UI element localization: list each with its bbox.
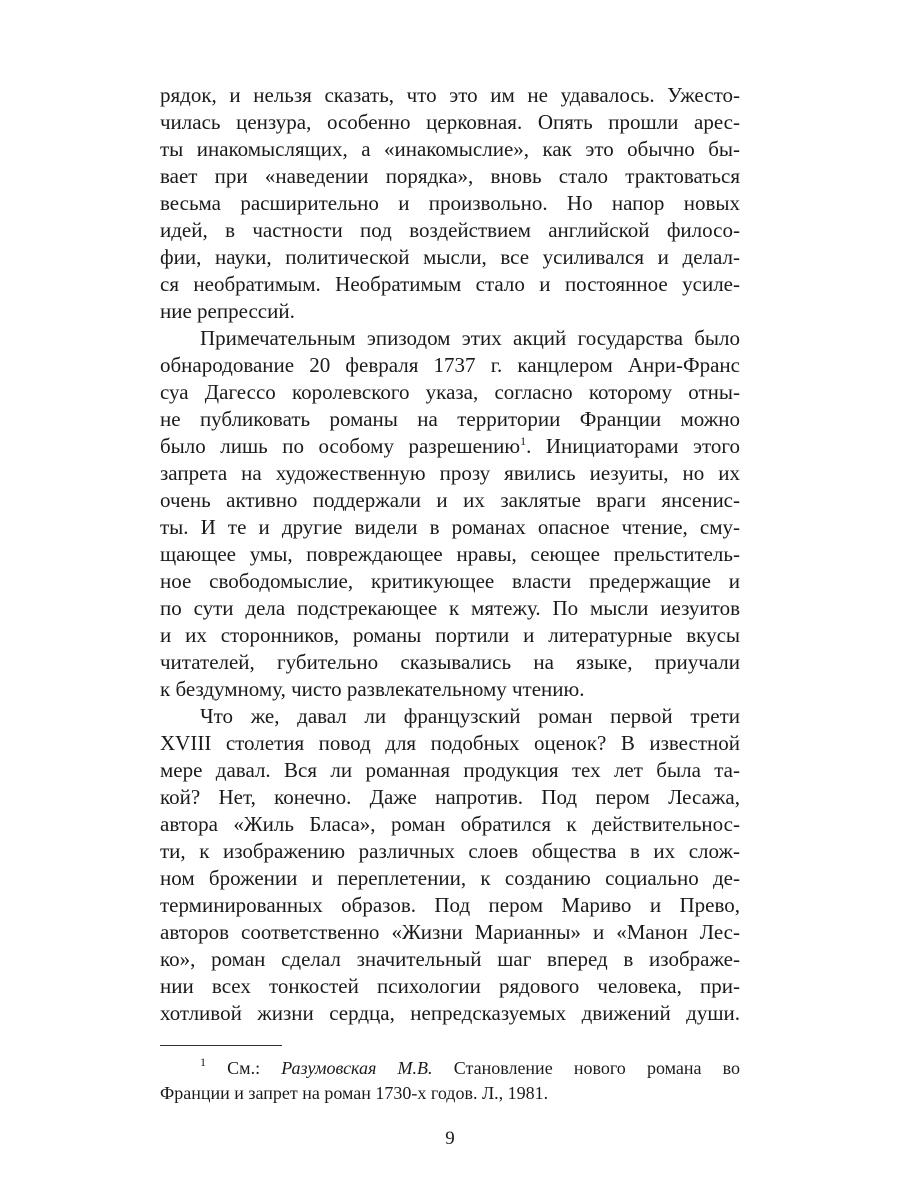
text-line: читателей, губительно сказывались на языке, приучали	[160, 650, 740, 674]
footnote-title: Становление нового романа во	[453, 1058, 741, 1078]
text-fragment: . Инициаторами этого	[526, 434, 740, 458]
footnote-line: Франции и запрет на роман 1730-х годов. Л., 1981.	[160, 1083, 549, 1103]
text-line: XVIII столетия повод для подобных оценок? В известной	[160, 731, 740, 755]
footnote-ref[interactable]: 1	[520, 434, 527, 448]
text-line: авторов соответственно «Жизни Марианны» и «Манон Лес-	[160, 920, 740, 944]
text-line: кой? Нет, конечно. Даже напротив. Под пером Лесажа,	[160, 785, 740, 809]
text-line: ты. И те и другие видели в романах опасное чтение, сму-	[160, 515, 740, 539]
text-line: хотливой жизни сердца, непредсказуемых движений души.	[160, 1001, 740, 1025]
text-line: ко», роман сделал значительный шаг вперед в изображе-	[160, 947, 740, 971]
text-line: суа Дагессо королевского указа, согласно которому отны-	[160, 380, 740, 404]
paragraph-start: Примечательным эпизодом этих акций государства было	[200, 326, 740, 350]
text-line-with-footnote	[160, 433, 740, 460]
body-text	[160, 82, 740, 1027]
footnote	[160, 1056, 740, 1106]
text-line: не публиковать романы на территории Франции можно	[160, 407, 740, 431]
text-line: чилась цензура, особенно церковная. Опять прошли арес-	[160, 110, 740, 134]
text-line: ся необратимым. Необратимым стало и постоянное усиле-	[160, 272, 740, 296]
text-line: мере давал. Вся ли романная продукция тех лет была та-	[160, 758, 740, 782]
text-line: нии всех тонкостей психологии рядового человека, при-	[160, 974, 740, 998]
text-line: автора «Жиль Бласа», роман обратился к действительнос-	[160, 812, 740, 836]
text-line: очень активно поддержали и их заклятые враги янсенис-	[160, 488, 740, 512]
page-number: 9	[445, 1128, 455, 1149]
text-line: обнародование 20 февраля 1737 г. канцлером Анри-Франс	[160, 353, 740, 377]
text-line: к бездумному, чисто развлекательному чтению.	[160, 677, 585, 701]
footnote-divider	[160, 1045, 282, 1046]
text-line: идей, в частности под воздействием английской филосо-	[160, 218, 740, 242]
text-line: ном брожении и переплетении, к созданию социально де-	[160, 866, 740, 890]
text-line: весьма расширительно и произвольно. Но напор новых	[160, 191, 740, 215]
footnote-author: Разумовская М.В.	[281, 1058, 433, 1078]
footnote-number: 1	[200, 1055, 206, 1069]
text-fragment: было лишь по особому разрешению	[160, 434, 521, 458]
text-line: фии, науки, политической мысли, все усиливался и делал-	[160, 245, 740, 269]
text-line: и их сторонников, романы портили и литературные вкусы	[160, 623, 740, 647]
text-line: терминированных образов. Под пером Мариво и Прево,	[160, 893, 740, 917]
footnote-prefix: См.:	[227, 1058, 261, 1078]
text-line: щающее умы, повреждающее нравы, сеющее прельститель-	[160, 542, 740, 566]
text-line: ти, к изображению различных слоев общества в их слож-	[160, 839, 740, 863]
text-line: ное свободомыслие, критикующее власти предержащие и	[160, 569, 740, 593]
text-line: ние репрессий.	[160, 299, 295, 323]
text-line: ты инакомыслящих, а «инакомыслие», как это обычно бы-	[160, 137, 740, 161]
text-line: вает при «наведении порядка», вновь стало трактоваться	[160, 164, 740, 188]
paragraph-start: Что же, давал ли французский роман первой трети	[200, 704, 740, 728]
text-line: запрета на художественную прозу явились иезуиты, но их	[160, 461, 740, 485]
text-line: по сути дела подстрекающее к мятежу. По мысли иезуитов	[160, 596, 740, 620]
footnote-line	[160, 1056, 740, 1081]
text-line: рядок, и нельзя сказать, что это им не удавалось. Ужесто-	[160, 83, 740, 107]
